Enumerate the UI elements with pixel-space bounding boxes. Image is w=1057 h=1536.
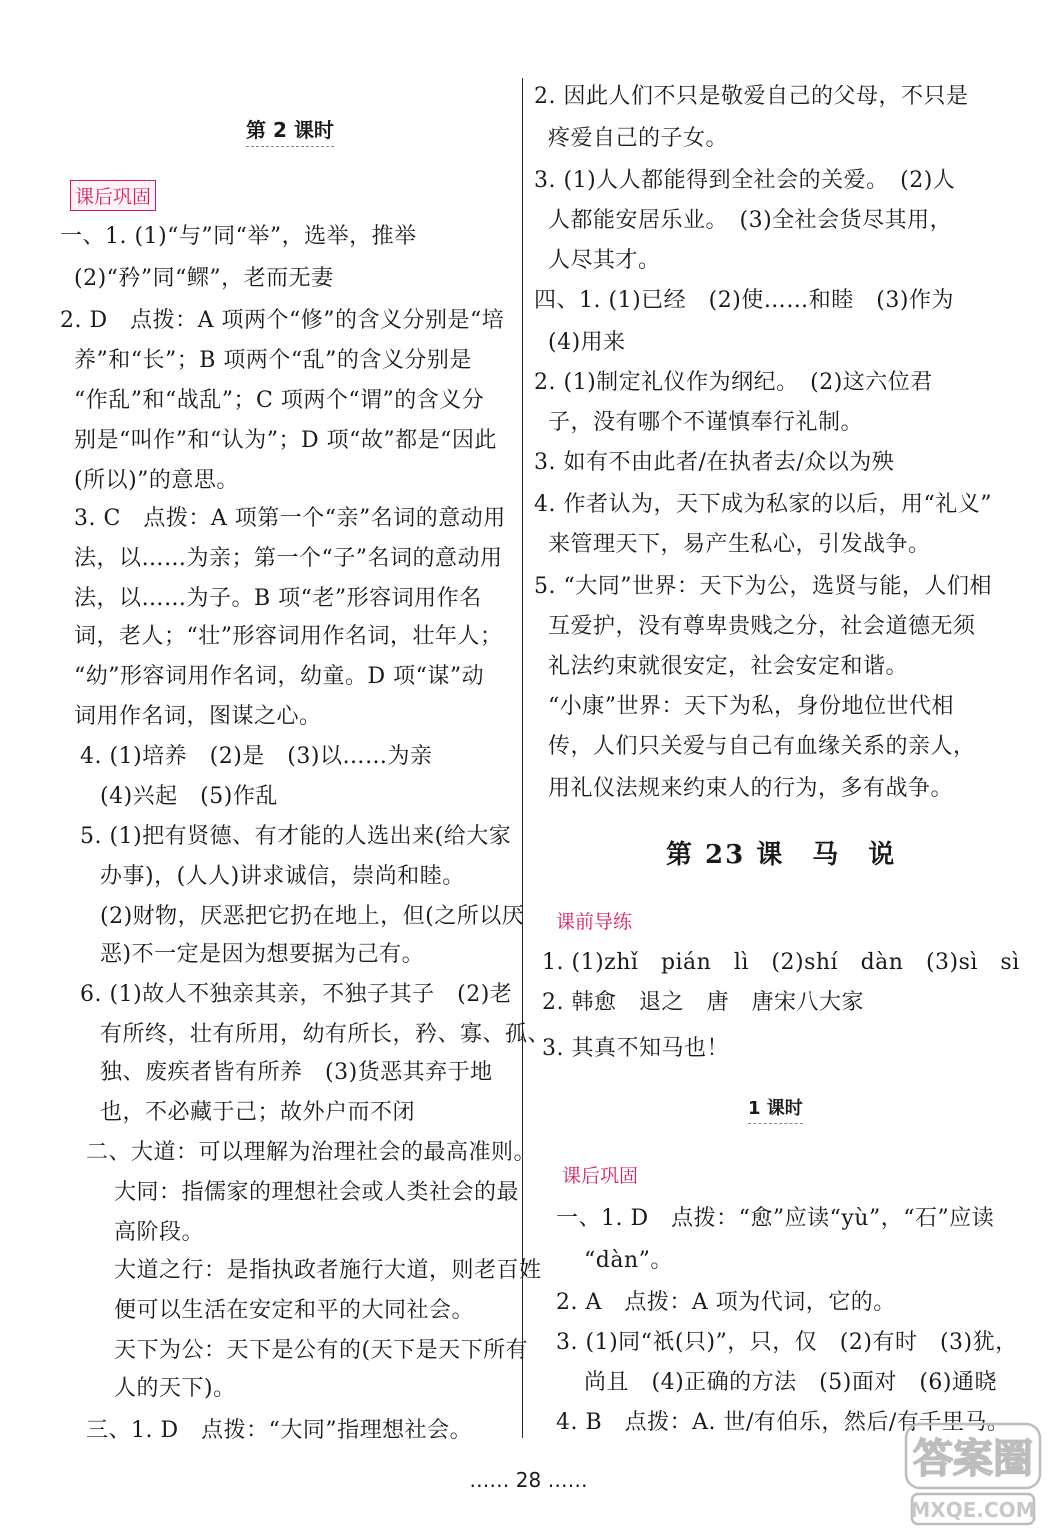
answer-line: 养”和“长”；B 项两个“乱”的含义分别是 [74, 348, 472, 373]
answer-line: 二、大道：可以理解为治理社会的最高准则。 [86, 1140, 537, 1165]
answer-line: 尚且 (4)正确的方法 (5)面对 (6)通晓 [584, 1370, 997, 1395]
answer-line: 2. (1)制定礼仪作为纲纪。 (2)这六位君 [534, 370, 933, 395]
answer-line: (所以)”的意思。 [74, 468, 239, 493]
answer-line: 人尽其才。 [548, 248, 661, 273]
answer-line: 法，以……为亲；第一个“子”名词的意动用 [74, 546, 503, 571]
answer-line: 用礼仪法规来约束人的行为，多有战争。 [548, 776, 954, 801]
answer-line: 三、1. D 点拨：“大同”指理想社会。 [86, 1418, 473, 1443]
tag-after-class: 课后巩固 [562, 1165, 639, 1187]
answer-line: 3. C 点拨：A 项第一个“亲”名词的意动用 [74, 506, 506, 531]
answer-line: 法，以……为子。B 项“老”形容词用作名 [74, 586, 482, 611]
answer-line: 6. (1)故人不独亲其亲，不独子其子 (2)老 [80, 982, 513, 1007]
answer-line: 2. D 点拨：A 项两个“修”的含义分别是“培 [60, 308, 505, 333]
answer-line: 疼爱自己的子女。 [548, 126, 729, 151]
answer-line: “作乱”和“战乱”；C 项两个“谓”的含义分 [74, 388, 485, 413]
answer-line: (2)“矜”同“鳏”，老而无妻 [74, 266, 334, 291]
answer-line: 词用作名词，图谋之心。 [74, 704, 322, 729]
column-divider [522, 78, 523, 1438]
page-number: …… 28 …… [469, 1468, 588, 1492]
answer-line: (4)兴起 (5)作乱 [100, 784, 278, 809]
answer-line: 别是“叫作”和“认为”；D 项“故”都是“因此 [74, 428, 497, 453]
answer-line: 办事)，(人人)讲求诚信，崇尚和睦。 [100, 864, 465, 889]
answer-line: 3. 其真不知马也！ [542, 1036, 729, 1061]
watermark-logo [898, 1418, 1048, 1530]
answer-line: 2. A 点拨：A 项为代词，它的。 [556, 1290, 896, 1315]
answer-line: 5. “大同”世界：天下为公，选贤与能，人们相 [534, 574, 992, 599]
answer-line: 4. 作者认为，天下成为私家的以后，用“礼义” [534, 492, 992, 517]
answer-line: 人的天下)。 [114, 1376, 236, 1401]
answer-line: 3. (1)同“祇(只)”，只，仅 (2)有时 (3)犹， [556, 1330, 1018, 1355]
answer-line: 高阶段。 [114, 1220, 205, 1245]
section-title: 第 2 课时 [246, 114, 334, 147]
answer-line: 4. B 点拨：A. 世/有伯乐，然后/有千里马。 [556, 1410, 1010, 1435]
answer-line: 一、1. D 点拨：“愈”应读“yù”，“石”应读 [556, 1206, 995, 1231]
answer-line: 恶)不一定是因为想要据为己有。 [100, 942, 425, 967]
answer-line: 有所终，壮有所用，幼有所长，矜、寡、孤、 [100, 1022, 551, 1047]
answer-line: 礼法约束就很安定，社会安定和谐。 [548, 654, 909, 679]
svg-text:答案圈: 答案圈 [913, 1436, 1033, 1482]
answer-line: 互爱护，没有尊卑贵贱之分，社会道德无须 [548, 614, 976, 639]
answer-line: 大同：指儒家的理想社会或人类社会的最 [114, 1180, 520, 1205]
svg-text:MXQE.COM: MXQE.COM [910, 1498, 1036, 1522]
section-title: 1 课时 [748, 1094, 803, 1124]
answer-line: 大道之行：是指执政者施行大道，则老百姓 [114, 1258, 542, 1283]
tag-after-class: 课后巩固 [70, 180, 156, 211]
answer-line: 独、废疾者皆有所养 (3)货恶其弃于地 [100, 1060, 493, 1085]
answer-line: 便可以生活在安定和平的大同社会。 [114, 1298, 475, 1323]
answer-line: 天下为公：天下是公有的(天下是天下所有 [114, 1338, 529, 1363]
answer-line: 来管理天下，易产生私心，引发战争。 [548, 532, 931, 557]
answer-line: 子，没有哪个不谨慎奉行礼制。 [548, 410, 864, 435]
answer-line: 3. (1)人人都能得到全社会的关爱。 (2)人 [534, 168, 956, 193]
answer-line: 3. 如有不由此者/在执者去/众以为殃 [534, 450, 895, 475]
lesson-title: 第 23 课 马 说 [666, 840, 897, 870]
tag-before-class: 课前导练 [556, 911, 633, 933]
answer-line: 一、1. (1)“与”同“举”，选举，推举 [60, 224, 417, 249]
answer-line: 4. (1)培养 (2)是 (3)以……为亲 [80, 744, 433, 769]
answer-line: 人都能安居乐业。 (3)全社会货尽其用， [548, 208, 953, 233]
answer-line: 四、1. (1)已经 (2)使……和睦 (3)作为 [534, 288, 954, 313]
answer-line: (2)财物，厌恶把它扔在地上，但(之所以厌 [100, 904, 525, 929]
answer-line: “小康”世界：天下为私，身份地位世代相 [548, 694, 954, 719]
answer-line: 传，人们只关爱与自己有血缘关系的亲人， [548, 734, 976, 759]
answer-line: (4)用来 [548, 330, 626, 355]
answer-line: 1. (1)zhǐ pián lì (2)shí dàn (3)sì sì [542, 950, 1020, 975]
answer-line: “幼”形容词用作名词，幼童。D 项“谋”动 [74, 664, 485, 689]
answer-line: 2. 因此人们不只是敬爱自己的父母，不只是 [534, 84, 969, 109]
answer-line: 词，老人；“壮”形容词用作名词，壮年人； [74, 624, 503, 649]
answer-line: 也，不必藏于己；故外户而不闭 [100, 1100, 416, 1125]
answer-line: 5. (1)把有贤德、有才能的人选出来(给大家 [80, 824, 512, 849]
answer-line: “dàn”。 [584, 1248, 673, 1273]
answer-line: 2. 韩愈 退之 唐 唐宋八大家 [542, 990, 864, 1015]
